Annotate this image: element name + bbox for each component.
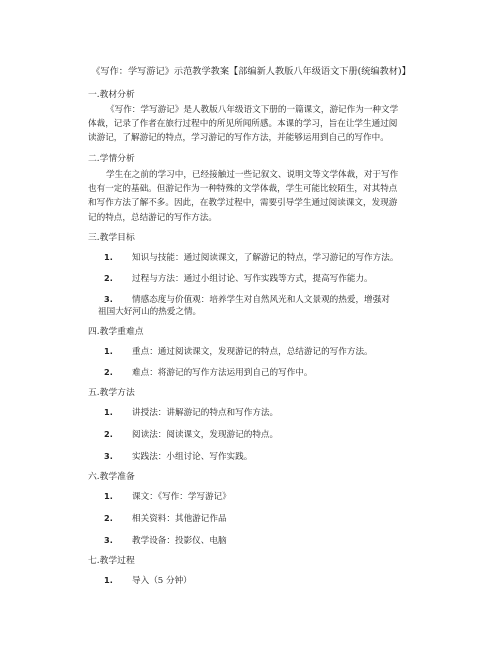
paragraph-textbook-analysis [88, 103, 416, 146]
paragraph-student-analysis [88, 168, 416, 225]
list-number: 2. [104, 429, 113, 439]
list-number: 1. [104, 346, 113, 356]
list-text: 课文：《写作：学写游记》 [132, 492, 231, 502]
list-item [104, 511, 420, 526]
list-item [104, 573, 420, 588]
list-number: 1. [104, 491, 113, 501]
list-text: 教学设备：投影仪、电脑 [132, 536, 227, 546]
list-number: 3. [104, 451, 113, 461]
list-item-continuation [94, 305, 410, 319]
para2-line-2: 也有一定的基础。但游记作为一种特殊的文学体裁，学生可能比较陌生，对其特点 [88, 184, 398, 195]
list-item [104, 427, 420, 442]
section-heading-goals: 三.教学目标 [88, 233, 135, 243]
section-heading-key-points: 四.教学重难点 [88, 327, 144, 337]
list-text: 阅读法：阅读课文，发现游记的特点。 [132, 430, 279, 440]
list-item [104, 489, 420, 504]
list-text: 难点：将游记的写作方法运用到自己的写作中。 [132, 368, 313, 378]
list-text: 过程与方法：通过小组讨论、写作实践等方式，提高写作能力。 [132, 274, 373, 284]
list-item [104, 344, 420, 359]
list-number: 3. [104, 535, 113, 545]
list-number: 1. [104, 575, 113, 585]
section-heading-student-analysis: 二.学情分析 [88, 154, 135, 164]
para2-line-3: 和写作方法了解不多。因此，在教学过程中，需要引导学生通过阅读课文，发现游 [88, 198, 398, 209]
para2-line-1: 学生在之前的学习中，已经接触过一些记叙文、说明文等文学体裁，对于写作 [106, 170, 399, 180]
list-text: 实践法：小组讨论、写作实践。 [132, 452, 253, 462]
list-text: 相关资料：其他游记作品 [132, 514, 227, 524]
section-heading-process: 七.教学过程 [88, 556, 135, 566]
section-heading-preparation: 六.教学准备 [88, 472, 135, 482]
list-number: 2. [104, 367, 113, 377]
list-number: 3. [104, 294, 113, 304]
list-text: 知识与技能：通过阅读课文，了解游记的特点，学习游记的写作方法。 [132, 253, 399, 263]
list-item [104, 405, 420, 420]
list-item [104, 365, 420, 380]
list-item [104, 250, 420, 265]
list-item [104, 271, 420, 286]
section-heading-methods: 五.教学方法 [88, 388, 135, 398]
list-text: 讲授法：讲解游记的特点和写作方法。 [132, 408, 279, 418]
list-text: 导入（5 分钟） [132, 576, 192, 586]
para1-line-3: 读游记，了解游记的特点，学习游记的写作方法，并能够运用到自己的写作中。 [88, 133, 389, 144]
document-title: 《写作：学写游记》示范教学教案【部编新人教版八年级语文下册(统编教材)】 [91, 66, 411, 77]
list-text-continuation: 祖国大好河山的热爱之情。 [98, 307, 202, 317]
list-number: 1. [104, 252, 113, 262]
list-item [104, 449, 420, 464]
section-heading-textbook-analysis: 一.教材分析 [88, 90, 135, 100]
list-number: 1. [104, 407, 113, 417]
list-number: 2. [104, 273, 113, 283]
para2-line-4: 记的特点，总结游记的写作方法。 [88, 212, 217, 223]
para1-line-1: 《写作：学写游记》是人教版八年级语文下册的一篇课文，游记作为一种文学 [106, 105, 399, 115]
list-text: 重点：通过阅读课文，发现游记的特点，总结游记的写作方法。 [132, 347, 373, 357]
list-number: 2. [104, 513, 113, 523]
list-item [104, 533, 420, 548]
para1-line-2: 体裁，记录了作者在旅行过程中的所见所闻所感。本课的学习，旨在让学生通过阅 [88, 119, 398, 130]
list-text: 情感态度与价值观：培养学生对自然风光和人文景观的热爱，增强对 [132, 295, 390, 305]
